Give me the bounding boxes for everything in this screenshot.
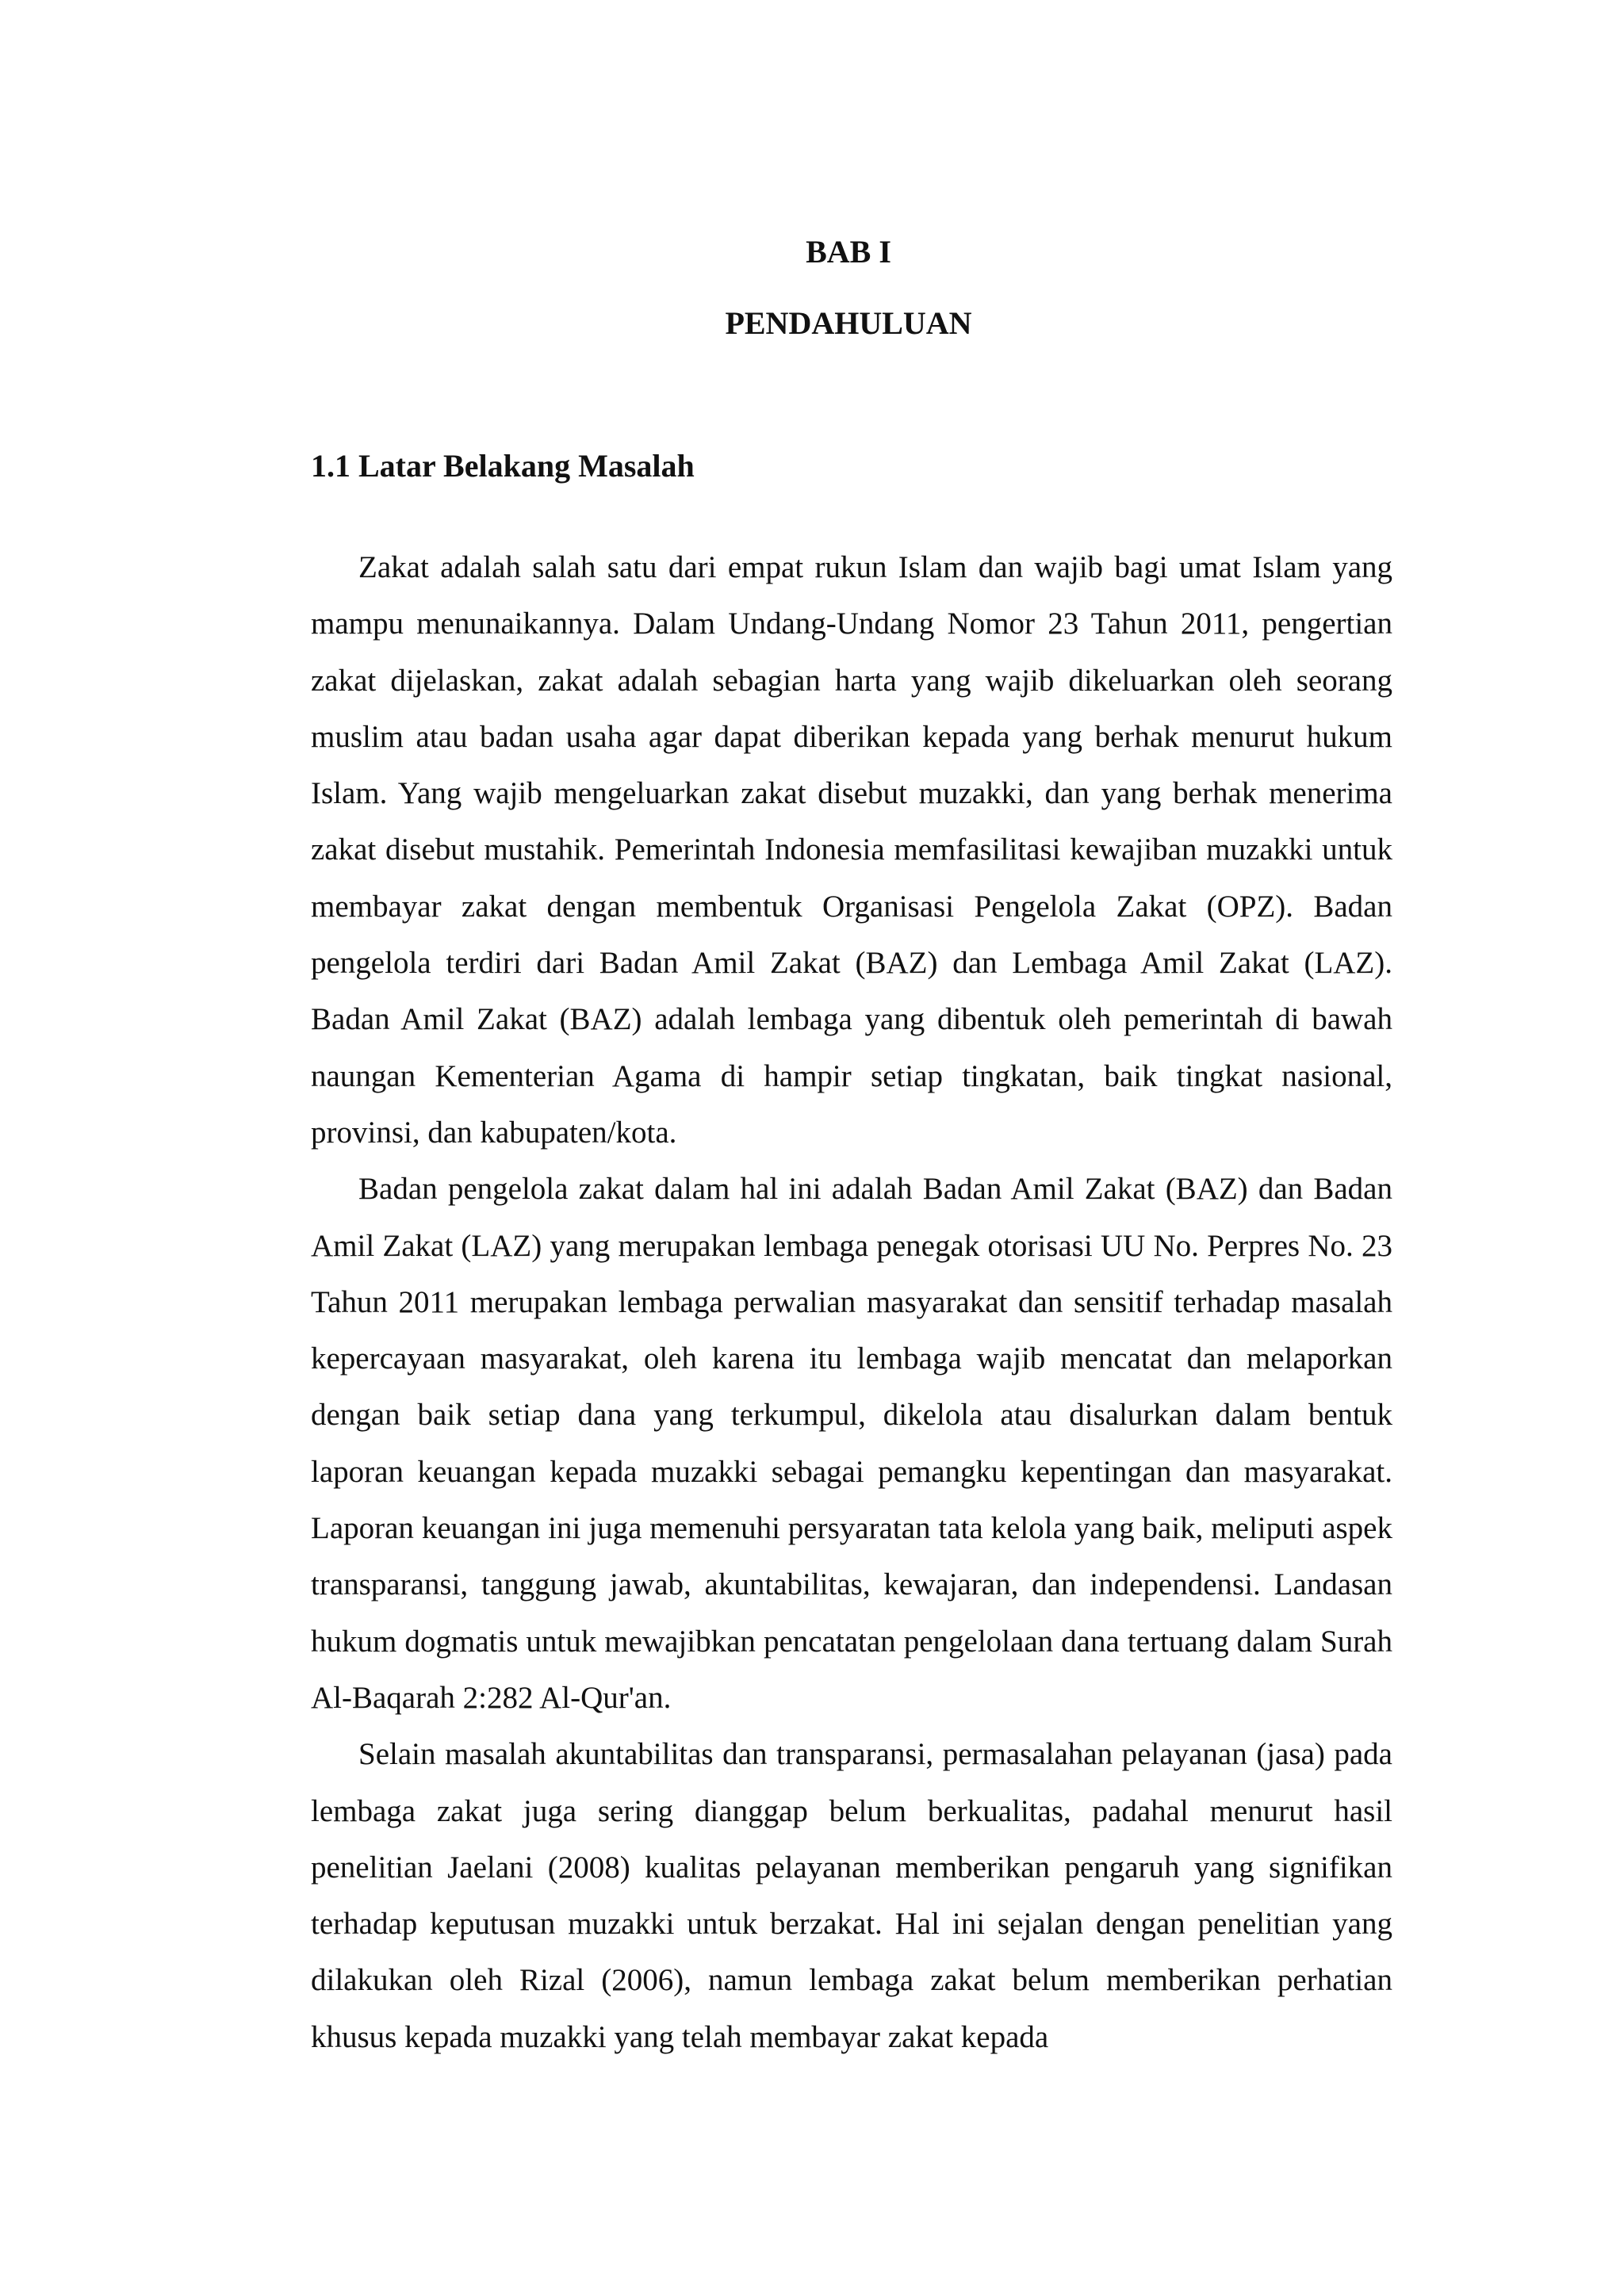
body-text xyxy=(311,539,1392,2065)
paragraph: Selain masalah akuntabilitas dan transparansi, permasalahan pelayanan (jasa) pada lembaga zakat juga sering dianggap belum berkualitas, padahal menurut hasil penelitian Jaelani (2008) kualitas pelayanan memberikan pengaruh yang signifikan terhadap keputusan muzakki untuk berzakat. Hal ini sejalan dengan penelitian yang dilakukan oleh Rizal (2006), namun lembaga zakat belum memberikan perhatian khusus kepada muzakki yang telah membayar zakat kepada xyxy=(311,1737,1392,2054)
section-heading: 1.1 Latar Belakang Masalah xyxy=(311,448,695,484)
paragraph: Zakat adalah salah satu dari empat rukun Islam dan wajib bagi umat Islam yang mampu menunaikannya. Dalam Undang-Undang Nomor 23 Tahun 2011, pengertian zakat dijelaskan, zakat adalah sebagian harta yang wajib dikeluarkan oleh seorang muslim atau badan usaha agar dapat diberikan kepada yang berhak menurut hukum Islam. Yang wajib mengeluarkan zakat disebut muzakki, dan yang berhak menerima zakat disebut mustahik. Pemerintah Indonesia memfasilitasi kewajiban muzakki untuk membayar zakat dengan membentuk Organisasi Pengelola Zakat (OPZ). Badan pengelola terdiri dari Badan Amil Zakat (BAZ) dan Lembaga Amil Zakat (LAZ). Badan Amil Zakat (BAZ) adalah lembaga yang dibentuk oleh pemerintah di bawah naungan Kementerian Agama di hampir setiap tingkatan, baik tingkat nasional, provinsi, dan kabupaten/kota. xyxy=(311,550,1392,1150)
chapter-number: BAB I xyxy=(806,234,891,270)
chapter-title: PENDAHULUAN xyxy=(725,305,972,341)
paragraph: Badan pengelola zakat dalam hal ini adalah Badan Amil Zakat (BAZ) dan Badan Amil Zakat (LAZ) yang merupakan lembaga penegak otorisasi UU No. Perpres No. 23 Tahun 2011 merupakan lembaga perwalian masyarakat dan sensitif terhadap masalah kepercayaan masyarakat, oleh karena itu lembaga wajib mencatat dan melaporkan dengan baik setiap dana yang terkumpul, dikelola atau disalurkan dalam bentuk laporan keuangan kepada muzakki sebagai pemangku kepentingan dan masyarakat. Laporan keuangan ini juga memenuhi persyaratan tata kelola yang baik, meliputi aspek transparansi, tanggung jawab, akuntabilitas, kewajaran, dan independensi. Landasan hukum dogmatis untuk mewajibkan pencatatan pengelolaan dana tertuang dalam Surah Al-Baqarah 2:282 Al-Qur'an. xyxy=(311,1172,1392,1715)
